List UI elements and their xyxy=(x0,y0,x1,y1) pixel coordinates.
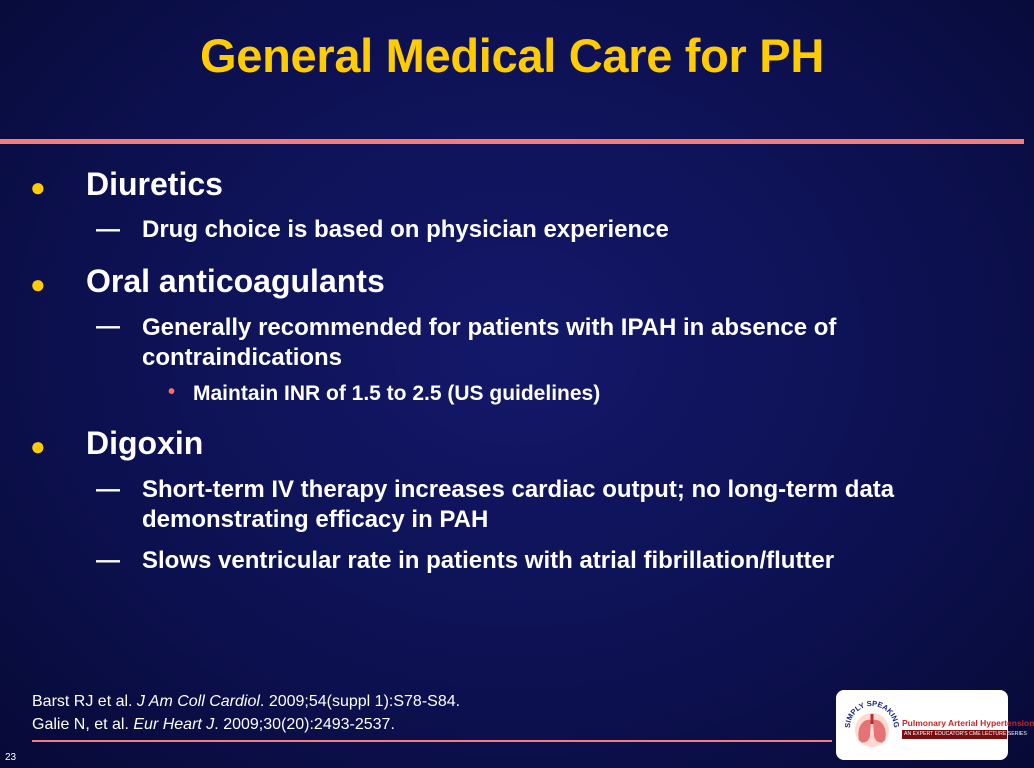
reference-galie: Galie N, et al. Eur Heart J. 2009;30(20):2493-2537. xyxy=(32,716,395,733)
logo-title: Pulmonary Arterial Hypertension xyxy=(902,718,1034,728)
footer-divider xyxy=(32,740,832,742)
dash-marker: — xyxy=(96,476,120,503)
sub-bullet-generally-recommended: Generally recommended for patients with IPAH in absence of contraindications xyxy=(142,314,837,371)
bullet-digoxin: Digoxin xyxy=(86,425,204,461)
sub-bullet-slows-ventricular: Slows ventricular rate in patients with atrial fibrillation/flutter xyxy=(142,547,835,574)
sub-bullet-drug-choice: Drug choice is based on physician experience xyxy=(142,216,669,243)
bullet-diuretics: Diuretics xyxy=(86,166,223,202)
dash-marker: — xyxy=(96,216,120,243)
dash-marker: — xyxy=(96,547,120,574)
lungs-emblem-icon xyxy=(842,694,902,754)
dash-marker: — xyxy=(96,313,120,340)
references xyxy=(32,690,460,736)
page-number: 23 xyxy=(5,752,17,763)
reference-barst: Barst RJ et al. J Am Coll Cardiol. 2009;54(suppl 1):S78-S84. xyxy=(32,693,461,710)
sub-bullet-short-term-iv: Short-term IV therapy increases cardiac output; no long-term data demonstrating efficacy in PAH xyxy=(142,476,895,533)
svg-text:SIMPLY SPEAKING: SIMPLY SPEAKING xyxy=(842,698,902,729)
slide-title: General Medical Care for PH xyxy=(199,29,824,82)
bullet-oral-anticoagulants: Oral anticoagulants xyxy=(86,263,385,299)
title-divider xyxy=(0,139,1024,144)
sub-sub-bullet-inr: Maintain INR of 1.5 to 2.5 (US guidelines) xyxy=(193,382,601,405)
bullet-small-dot-icon: • xyxy=(168,381,176,403)
simply-speaking-logo xyxy=(836,690,1034,760)
logo-subtitle: AN EXPERT EDUCATOR'S CME LECTURE SERIES xyxy=(904,731,1027,737)
bullet-dot-icon: ● xyxy=(30,172,46,202)
bullet-dot-icon: ● xyxy=(30,431,46,461)
bullet-dot-icon: ● xyxy=(30,269,46,299)
